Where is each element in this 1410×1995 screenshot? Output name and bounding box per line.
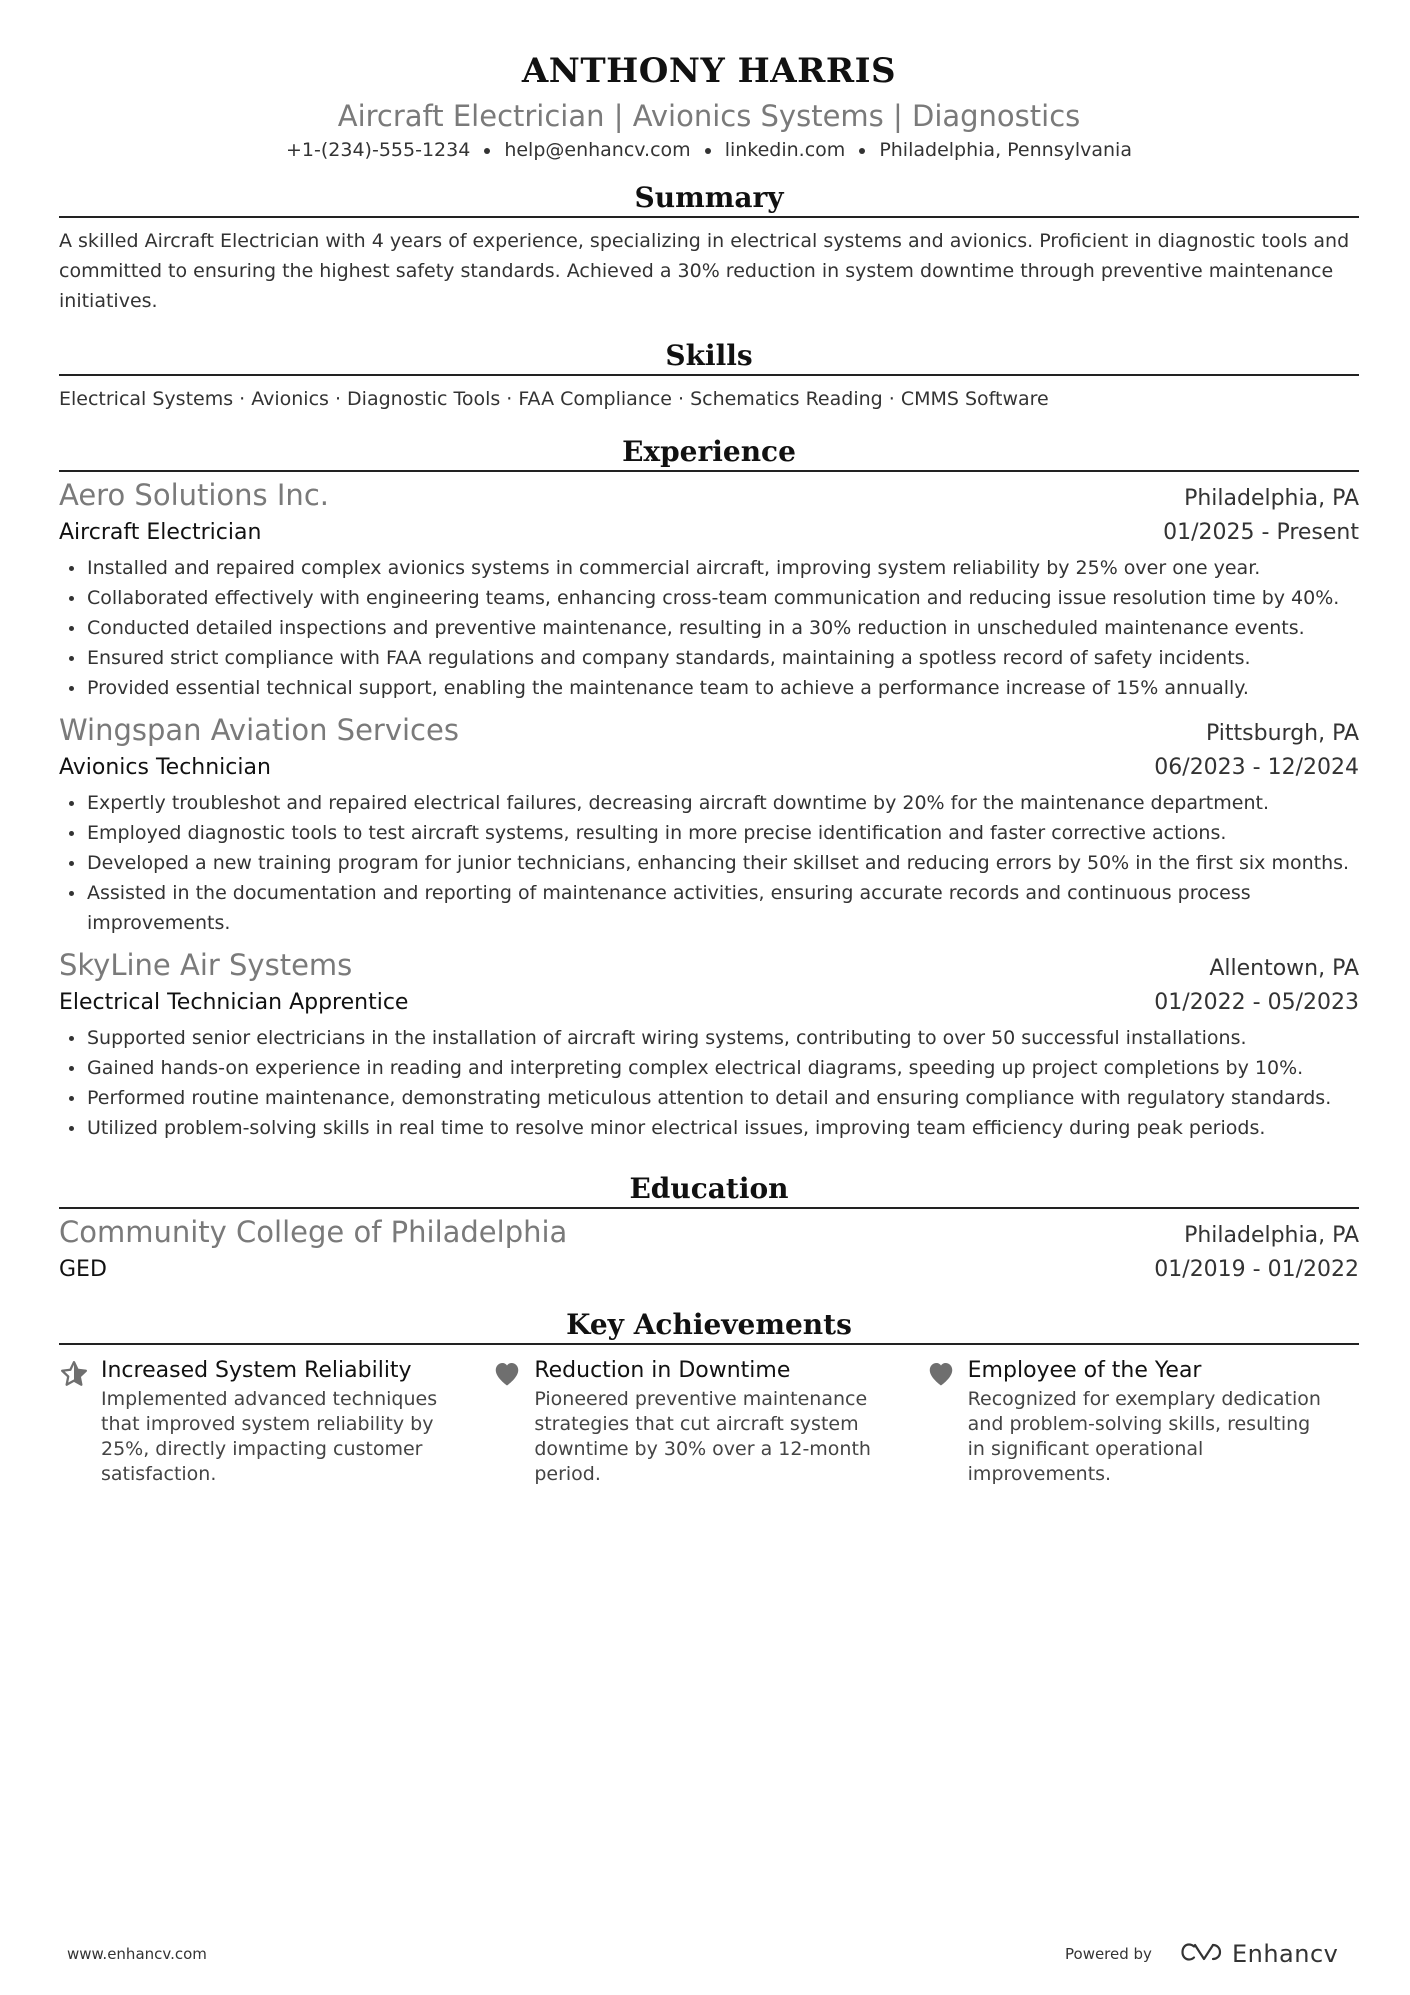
job-header: [59, 476, 1359, 516]
company-name: Wingspan Aviation Services: [59, 713, 459, 747]
education-heading: Education: [59, 1169, 1359, 1209]
bullet-item: Conducted detailed inspections and preventive maintenance, resulting in a 30% reduction in unscheduled maintenance events.: [59, 613, 1359, 643]
education-header: [59, 1213, 1359, 1253]
job-bullets: [59, 553, 1359, 703]
footer-branding: [1065, 1940, 1338, 1968]
degree: GED: [59, 1257, 107, 1282]
company-name: Aero Solutions Inc.: [59, 478, 329, 512]
job-dates: 06/2023 - 12/2024: [1154, 755, 1359, 780]
job-entry: [59, 711, 1359, 938]
heart-icon: [926, 1355, 968, 1487]
job-entry: [59, 476, 1359, 703]
job-bullets: [59, 1023, 1359, 1143]
skills-text: Electrical Systems · Avionics · Diagnostic Tools · FAA Compliance · Schematics Reading · CMMS Software: [59, 388, 1049, 410]
job-role: Electrical Technician Apprentice: [59, 990, 409, 1015]
achievement-desc: Recognized for exemplary dedication and problem-solving skills, resulting in significant operational improvements.: [967, 1388, 1321, 1485]
summary-heading: Summary: [59, 178, 1359, 218]
achievement-desc: Pioneered preventive maintenance strategies that cut aircraft system downtime by 30% over a 12-month period.: [534, 1388, 871, 1485]
brand-name: Enhancv: [1231, 1940, 1339, 1968]
bullet-item: Provided essential technical support, enabling the maintenance team to achieve a performance increase of 15% annually.: [59, 673, 1359, 703]
bullet-item: Supported senior electricians in the installation of aircraft wiring systems, contributing to over 50 successful installations.: [59, 1023, 1359, 1053]
achievements-heading: Key Achievements: [59, 1305, 1359, 1345]
experience-heading: Experience: [59, 432, 1359, 472]
bullet-item: Installed and repaired complex avionics systems in commercial aircraft, improving system reliability by 25% over one year.: [59, 553, 1359, 583]
bullet-item: Ensured strict compliance with FAA regulations and company standards, maintaining a spotless record of safety incidents.: [59, 643, 1359, 673]
job-subheader: [59, 751, 1359, 785]
bullet-item: Gained hands-on experience in reading and interpreting complex electrical diagrams, speeding up project completions by 10%.: [59, 1053, 1359, 1083]
achievement-item: [59, 1355, 492, 1487]
job-bullets: [59, 788, 1359, 938]
star-icon: [59, 1355, 101, 1487]
education-dates: 01/2019 - 01/2022: [1154, 1257, 1359, 1282]
enhancv-logo-icon: [1180, 1941, 1224, 1967]
separator-dot: [484, 148, 490, 154]
bullet-item: Collaborated effectively with engineering teams, enhancing cross-team communication and reducing issue resolution time by 40%.: [59, 583, 1359, 613]
bullet-item: Utilized problem-solving skills in real time to resolve minor electrical issues, improving team efficiency during peak periods.: [59, 1113, 1359, 1143]
bullet-item: Employed diagnostic tools to test aircraft systems, resulting in more precise identification and faster corrective actions.: [59, 818, 1359, 848]
summary-text: A skilled Aircraft Electrician with 4 years of experience, specializing in electrical systems and avionics. Proficient in diagnostic tools and committed to ensuring the highest safety standards. Achieved a 30% reduction in system downtime through preventive maintenance initiatives.: [59, 230, 1350, 312]
achievement-desc: Implemented advanced techniques that improved system reliability by 25%, directly impacting customer satisfaction.: [101, 1388, 438, 1485]
candidate-headline: Aircraft Electrician | Avionics Systems | Diagnostics: [337, 99, 1081, 133]
bullet-item: Performed routine maintenance, demonstrating meticulous attention to detail and ensuring compliance with regulatory standards.: [59, 1083, 1359, 1113]
bullet-item: Expertly troubleshot and repaired electrical failures, decreasing aircraft downtime by 20% for the maintenance department.: [59, 788, 1359, 818]
footer-website[interactable]: www.enhancv.com: [67, 1945, 207, 1963]
candidate-name: ANTHONY HARRIS: [521, 51, 897, 91]
education-subheader: [59, 1253, 1359, 1287]
job-location: Pittsburgh, PA: [1206, 721, 1359, 746]
job-entry: [59, 946, 1359, 1143]
achievement-item: [492, 1355, 925, 1487]
bullet-item: Developed a new training program for junior technicians, enhancing their skillset and reducing errors by 50% in the first six months.: [59, 848, 1359, 878]
contact-line: [59, 136, 1359, 164]
job-location: Allentown, PA: [1209, 956, 1359, 981]
email[interactable]: help@enhancv.com: [504, 139, 691, 161]
job-subheader: [59, 516, 1359, 550]
school-location: Philadelphia, PA: [1184, 1223, 1359, 1248]
location: Philadelphia, Pennsylvania: [879, 139, 1132, 161]
heart-icon: [492, 1355, 534, 1487]
company-name: SkyLine Air Systems: [59, 948, 353, 982]
achievement-title: Reduction in Downtime: [534, 1358, 791, 1383]
job-role: Aircraft Electrician: [59, 520, 262, 545]
separator-dot: [859, 148, 865, 154]
job-location: Philadelphia, PA: [1184, 486, 1359, 511]
job-dates: 01/2025 - Present: [1163, 520, 1359, 545]
job-dates: 01/2022 - 05/2023: [1154, 990, 1359, 1015]
separator-dot: [705, 148, 711, 154]
phone: +1-(234)-555-1234: [286, 139, 471, 161]
powered-by-label: Powered by: [1065, 1945, 1152, 1963]
school-name: Community College of Philadelphia: [59, 1215, 568, 1249]
skills-heading: Skills: [59, 336, 1359, 376]
resume-page: [59, 0, 1359, 1487]
education-entry: [59, 1213, 1359, 1287]
job-subheader: [59, 986, 1359, 1020]
achievement-title: Increased System Reliability: [101, 1358, 412, 1383]
linkedin[interactable]: linkedin.com: [724, 139, 846, 161]
bullet-item: Assisted in the documentation and reporting of maintenance activities, ensuring accurate records and continuous process improvements.: [59, 878, 1359, 938]
job-header: [59, 946, 1359, 986]
job-role: Avionics Technician: [59, 755, 271, 780]
achievements-grid: [59, 1355, 1359, 1487]
achievement-title: Employee of the Year: [967, 1358, 1202, 1383]
job-header: [59, 711, 1359, 751]
achievement-item: [926, 1355, 1359, 1487]
